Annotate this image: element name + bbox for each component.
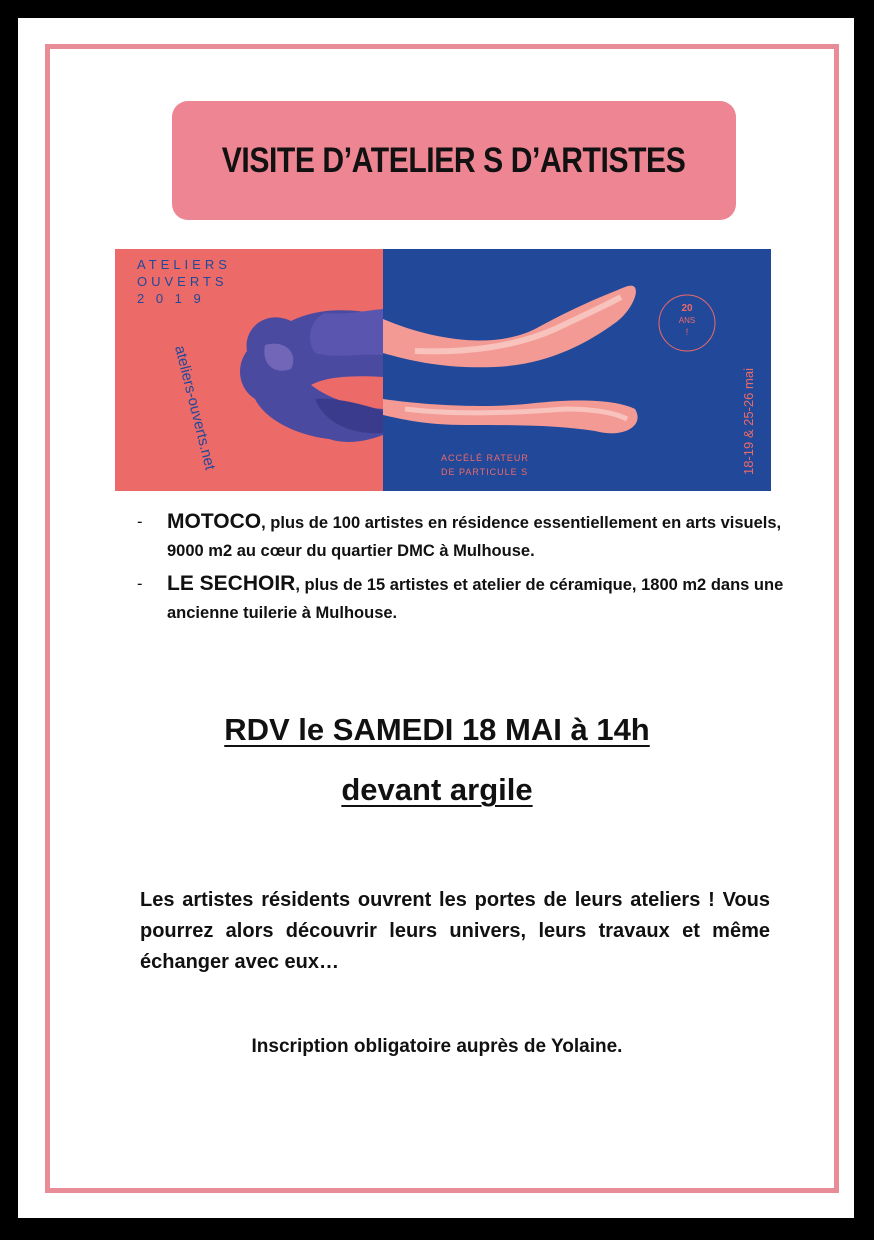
venue-description: , plus de 100 artistes en résidence essentiellement en arts visuels, 9000 m2 au cœur du quartier DMC à Mulhouse. — [167, 514, 782, 560]
brand-line-1: ATELIERS — [137, 257, 231, 272]
badge-line-1: 20 — [681, 303, 693, 314]
badge-line-2: ANS — [678, 316, 696, 325]
title-box — [172, 101, 736, 220]
venue-description: , plus de 15 artistes et atelier de céramique, 1800 m2 dans une ancienne tuilerie à Mulhouse. — [167, 576, 784, 622]
list-item — [137, 508, 787, 565]
ateliers-ouverts-banner — [115, 249, 771, 491]
rdv-line-1 — [0, 712, 874, 748]
rdv-date-text: RDV le SAMEDI 18 MAI à 14h — [224, 712, 650, 747]
bullet-dash: - — [137, 575, 143, 593]
venue-list — [137, 508, 787, 632]
banner-website: ateliers-ouverts.net — [171, 343, 219, 472]
brand-line-2: OUVERTS — [137, 274, 228, 289]
tagline-line-1: ACCÉLÉ RATEUR — [441, 453, 529, 463]
list-item — [137, 570, 787, 627]
description-paragraph: Les artistes résidents ouvrent les portes de leurs ateliers ! Vous pourrez alors découvrir leurs univers, leurs travaux et même échanger avec eux… — [140, 889, 770, 973]
venue-name: MOTOCO — [167, 510, 262, 533]
rdv-line-2 — [0, 772, 874, 808]
banner-illustration — [115, 249, 771, 491]
badge-line-3: ! — [685, 327, 689, 337]
bullet-dash: - — [137, 513, 143, 531]
banner-dates: 18-19 & 25-26 mai — [741, 368, 756, 475]
venue-name: LE SECHOIR — [167, 572, 296, 595]
inscription-note: Inscription obligatoire auprès de Yolaine. — [251, 1036, 623, 1057]
tagline-line-2: DE PARTICULE S — [441, 467, 529, 477]
page-title: VISITE D’ATELIER S D’ARTISTES — [222, 140, 686, 180]
rdv-place-text: devant argile — [341, 772, 533, 807]
brand-line-3: 2 0 1 9 — [137, 291, 205, 306]
